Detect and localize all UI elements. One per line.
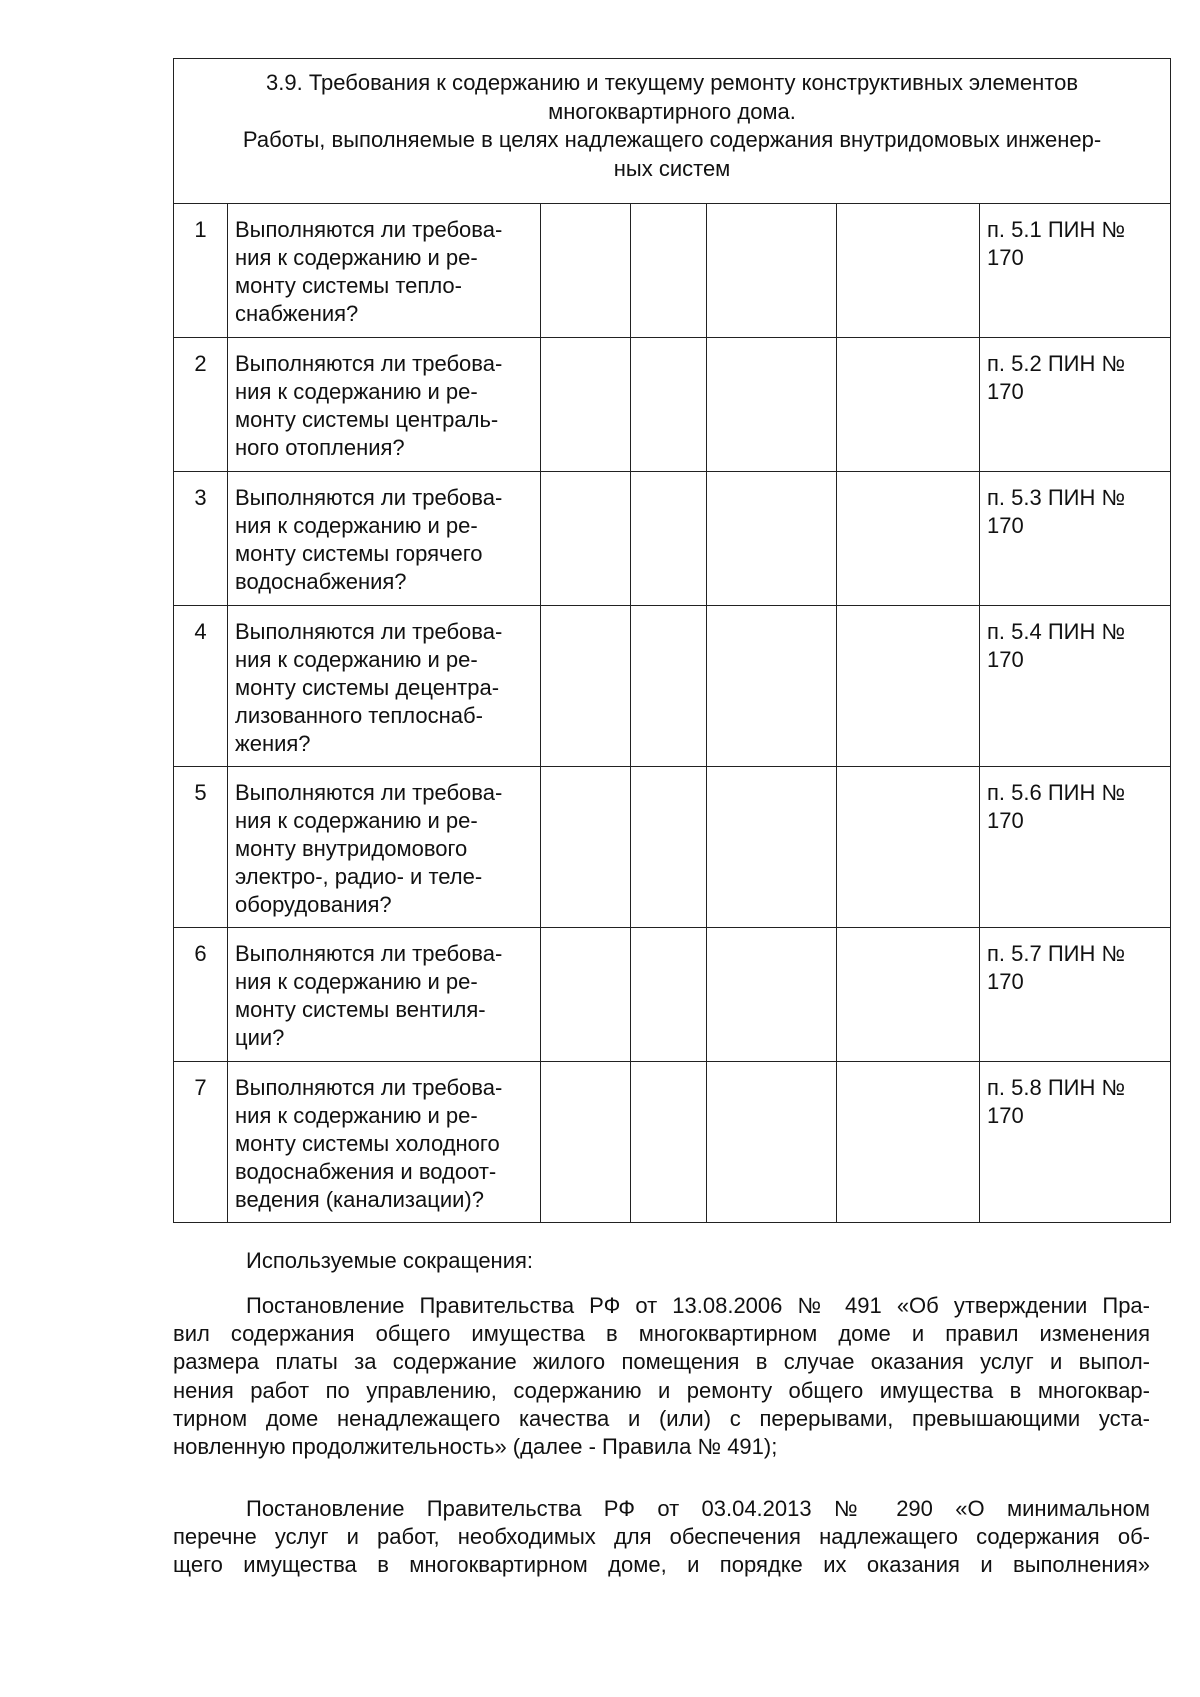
row-number-cell: 2	[174, 338, 228, 472]
question-line: монту системы тепло-	[235, 273, 462, 298]
reference-line: п. 5.1 ПИН №	[987, 217, 1126, 242]
question-line: Выполняются ли требова-	[235, 619, 503, 644]
paragraph-line: щего имущества в многоквартирном доме, и порядке их оказания и выполнения»	[173, 1552, 1150, 1578]
section-header-line: ных систем	[613, 155, 731, 181]
question-line: монту системы горячего	[235, 541, 483, 566]
question-line: ния к содержанию и ре-	[235, 1103, 478, 1128]
reference-cell	[980, 204, 1171, 338]
table-row	[174, 338, 1171, 472]
question-line: ния к содержанию и ре-	[235, 379, 478, 404]
question-cell	[228, 472, 541, 606]
paragraph-line: перечне услуг и работ, необходимых для обеспечения надлежащего содержания об-	[173, 1524, 1150, 1550]
answer-cell	[837, 1062, 980, 1223]
answer-cell	[707, 606, 837, 767]
table-row	[174, 606, 1171, 767]
reference-line: 170	[987, 513, 1024, 538]
table-row	[174, 928, 1171, 1062]
reference-line: 170	[987, 1103, 1024, 1128]
reference-line: п. 5.6 ПИН №	[987, 780, 1126, 805]
row-number-cell: 5	[174, 767, 228, 928]
reference-line: п. 5.7 ПИН №	[987, 941, 1126, 966]
answer-cell	[837, 767, 980, 928]
answer-cell	[541, 338, 631, 472]
question-line: Выполняются ли требова-	[235, 485, 503, 510]
table-section-header-row	[174, 59, 1171, 204]
row-number-cell: 1	[174, 204, 228, 338]
answer-cell	[631, 472, 707, 606]
question-line: Выполняются ли требова-	[235, 1075, 503, 1100]
question-line: водоснабжения и водоот-	[235, 1159, 497, 1184]
section-header-cell	[174, 59, 1171, 204]
answer-cell	[541, 1062, 631, 1223]
answer-cell	[631, 204, 707, 338]
answer-cell	[707, 928, 837, 1062]
question-line: ного отопления?	[235, 435, 405, 460]
answer-cell	[541, 767, 631, 928]
reference-line: п. 5.4 ПИН №	[987, 619, 1126, 644]
question-line: монту внутридомового	[235, 836, 468, 861]
question-line: водоснабжения?	[235, 569, 407, 594]
answer-cell	[707, 767, 837, 928]
reference-line: п. 5.2 ПИН №	[987, 351, 1126, 376]
answer-cell	[837, 204, 980, 338]
answer-cell	[541, 204, 631, 338]
question-line: ведения (канализации)?	[235, 1187, 484, 1212]
question-line: монту системы централь-	[235, 407, 499, 432]
question-line: ния к содержанию и ре-	[235, 808, 478, 833]
question-line: лизованного теплоснаб-	[235, 703, 483, 728]
answer-cell	[631, 928, 707, 1062]
reference-line: 170	[987, 245, 1024, 270]
question-cell	[228, 204, 541, 338]
paragraph-line: нения работ по управлению, содержанию и ремонту общего имущества в многоквар-	[173, 1377, 1150, 1403]
answer-cell	[631, 1062, 707, 1223]
answer-cell	[631, 338, 707, 472]
question-line: ния к содержанию и ре-	[235, 245, 478, 270]
answer-cell	[837, 606, 980, 767]
checklist-table	[173, 58, 1171, 1223]
question-cell	[228, 767, 541, 928]
answer-cell	[541, 928, 631, 1062]
table-row	[174, 1062, 1171, 1223]
answer-cell	[631, 767, 707, 928]
reference-cell	[980, 472, 1171, 606]
reference-line: 170	[987, 379, 1024, 404]
paragraph-line: вил содержания общего имущества в многоквартирном доме и правил изменения	[173, 1321, 1150, 1347]
table-row	[174, 472, 1171, 606]
answer-cell	[707, 1062, 837, 1223]
question-line: снабжения?	[235, 301, 359, 326]
section-header-line: 3.9. Требования к содержанию и текущему ремонту конструктивных элементов	[266, 70, 1079, 95]
reference-line: п. 5.8 ПИН №	[987, 1075, 1126, 1100]
answer-cell	[837, 472, 980, 606]
abbreviation-paragraph-491	[173, 1292, 1150, 1461]
reference-line: п. 5.3 ПИН №	[987, 485, 1126, 510]
abbreviation-paragraph-290	[173, 1495, 1150, 1580]
answer-cell	[707, 472, 837, 606]
question-cell	[228, 928, 541, 1062]
row-number-cell: 4	[174, 606, 228, 767]
question-line: Выполняются ли требова-	[235, 217, 503, 242]
answer-cell	[541, 472, 631, 606]
question-cell	[228, 1062, 541, 1223]
answer-cell	[707, 338, 837, 472]
abbreviations-heading: Используемые сокращения:	[246, 1248, 534, 1273]
section-header-line: Работы, выполняемые в целях надлежащего содержания внутридомовых инженер-	[242, 127, 1102, 152]
question-cell	[228, 606, 541, 767]
question-cell	[228, 338, 541, 472]
paragraph-line: Постановление Правительства РФ от 03.04.2013 № 290 «О минимальном	[246, 1496, 1150, 1521]
section-header-line: многоквартирного дома.	[548, 98, 796, 124]
reference-line: 170	[987, 808, 1024, 833]
reference-cell	[980, 928, 1171, 1062]
reference-cell	[980, 1062, 1171, 1223]
paragraph-line: размера платы за содержание жилого помещения в случае оказания услуг и выпол-	[173, 1349, 1150, 1375]
reference-line: 170	[987, 969, 1024, 994]
question-line: Выполняются ли требова-	[235, 351, 503, 376]
paragraph-line: новленную продолжительность» (далее - Правила № 491);	[173, 1434, 778, 1460]
paragraph-line: тирном доме ненадлежащего качества и (или) с перерывами, превышающими уста-	[173, 1405, 1150, 1431]
question-line: монту системы холодного	[235, 1131, 500, 1156]
table-row	[174, 767, 1171, 928]
question-line: монту системы вентиля-	[235, 997, 486, 1022]
answer-cell	[541, 606, 631, 767]
question-line: оборудования?	[235, 892, 392, 917]
question-line: ции?	[235, 1025, 285, 1050]
question-line: ния к содержанию и ре-	[235, 969, 478, 994]
reference-line: 170	[987, 647, 1024, 672]
question-line: Выполняются ли требова-	[235, 780, 503, 805]
question-line: ния к содержанию и ре-	[235, 647, 478, 672]
row-number-cell: 7	[174, 1062, 228, 1223]
reference-cell	[980, 338, 1171, 472]
reference-cell	[980, 767, 1171, 928]
question-line: Выполняются ли требова-	[235, 941, 503, 966]
reference-cell	[980, 606, 1171, 767]
answer-cell	[837, 338, 980, 472]
question-line: монту системы децентра-	[235, 675, 500, 700]
table-row	[174, 204, 1171, 338]
question-line: жения?	[235, 731, 311, 756]
paragraph-line: Постановление Правительства РФ от 13.08.2006 № 491 «Об утверждении Пра-	[246, 1293, 1150, 1318]
answer-cell	[837, 928, 980, 1062]
row-number-cell: 6	[174, 928, 228, 1062]
question-line: электро-, радио- и теле-	[235, 864, 483, 889]
question-line: ния к содержанию и ре-	[235, 513, 478, 538]
answer-cell	[707, 204, 837, 338]
answer-cell	[631, 606, 707, 767]
row-number-cell: 3	[174, 472, 228, 606]
